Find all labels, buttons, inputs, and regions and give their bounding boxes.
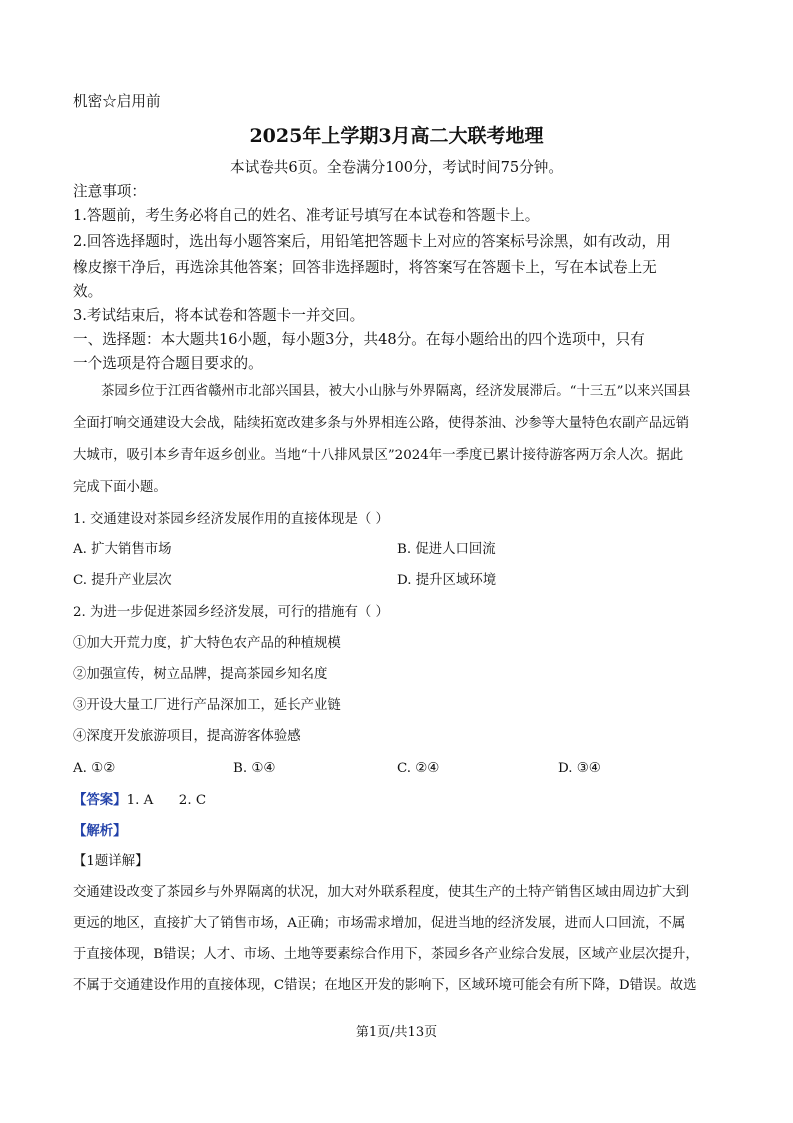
question-1-stem: 1. 交通建设对茶园乡经济发展作用的直接体现是（ ） [73,512,389,527]
analysis-text-1: 交通建设改变了茶园乡与外界隔离的状况，加大对外联系程度，使其生产的土特产销售区域由周边扩大到 [73,885,689,900]
note-item-1: 1.答题前，考生务必将自己的姓名、准考证号填写在本试卷和答题卡上。 [73,207,540,224]
confidential-label: 机密☆启用前 [73,93,161,110]
detail-heading: 【1题详解】 [73,854,149,869]
analysis-text-3: 于直接体现，B错误；人才、市场、土地等要素综合作用下，茶园乡各产业综合发展，区域产业层次提升， [73,947,699,962]
answer-tag: 【答案】 [73,792,127,808]
q2-option-b: B. ①④ [233,761,276,776]
section-heading: 一、选择题：本大题共16小题，每小题3分，共48分。在每小题给出的四个选项中，只有 [73,331,645,348]
passage-line-2: 全面打响交通建设大会战，陆续拓宽改建多条与外界相连公路，使得茶油、沙参等大量特色农副产品远销 [73,416,689,431]
notes-heading: 注意事项： [73,183,146,200]
q1-option-c: C. 提升产业层次 [73,573,172,588]
analysis-line [73,821,127,842]
q2-option-d: D. ③④ [558,761,601,776]
q1-option-d: D. 提升区域环境 [397,573,497,588]
q2-item-2: ②加强宣传，树立品牌，提高茶园乡知名度 [73,667,328,682]
passage-line-3: 大城市，吸引本乡青年返乡创业。当地“十八排风景区”2024年一季度已累计接待游客两万余人次。据此 [73,448,684,463]
question-2-stem: 2. 为进一步促进茶园乡经济发展，可行的措施有（ ） [73,605,389,620]
page-title: 2025年上学期3月高二大联考地理 [249,125,544,147]
q2-item-3: ③开设大量工厂进行产品深加工，延长产业链 [73,698,341,713]
analysis-text-2: 更远的地区，直接扩大了销售市场，A正确；市场需求增加，促进当地的经济发展，进而人口回流，不属 [73,916,686,931]
note-item-2-cont: 橡皮擦干净后，再选涂其他答案；回答非选择题时，将答案写在答题卡上，写在本试卷上无 [73,259,657,276]
q2-item-4: ④深度开发旅游项目，提高游客体验感 [73,729,301,744]
passage-line-1: 茶园乡位于江西省赣州市北部兴国县，被大小山脉与外界隔离，经济发展滞后。“十三五”以来兴国县 [101,384,691,399]
passage-line-4: 完成下面小题。 [73,480,167,495]
answer-line [73,790,206,811]
analysis-tag: 【解析】 [73,823,127,839]
q1-option-a: A. 扩大销售市场 [73,542,172,557]
q2-item-1: ①加大开荒力度，扩大特色农产品的种植规模 [73,636,341,651]
exam-info: 本试卷共6页。全卷满分100分，考试时间75分钟。 [230,159,563,176]
q2-option-c: C. ②④ [397,761,440,776]
q2-option-a: A. ①② [73,761,116,776]
page-footer: 第1页/共13页 [355,1025,438,1040]
note-item-2-end: 效。 [73,283,103,300]
note-item-2: 2.回答选择题时，选出每小题答案后，用铅笔把答题卡上对应的答案标号涂黑，如有改动，用 [73,233,671,250]
q1-option-b: B. 促进人口回流 [397,542,496,557]
answer-text: 1. A 2. C [126,793,207,808]
section-heading-cont: 一个选项是符合题目要求的。 [73,355,263,372]
analysis-text-4: 不属于交通建设作用的直接体现，C错误；在地区开发的影响下，区域环境可能会有所下降，D错误。故选 [73,978,697,993]
note-item-3: 3.考试结束后，将本试卷和答题卡一并交回。 [73,307,365,324]
